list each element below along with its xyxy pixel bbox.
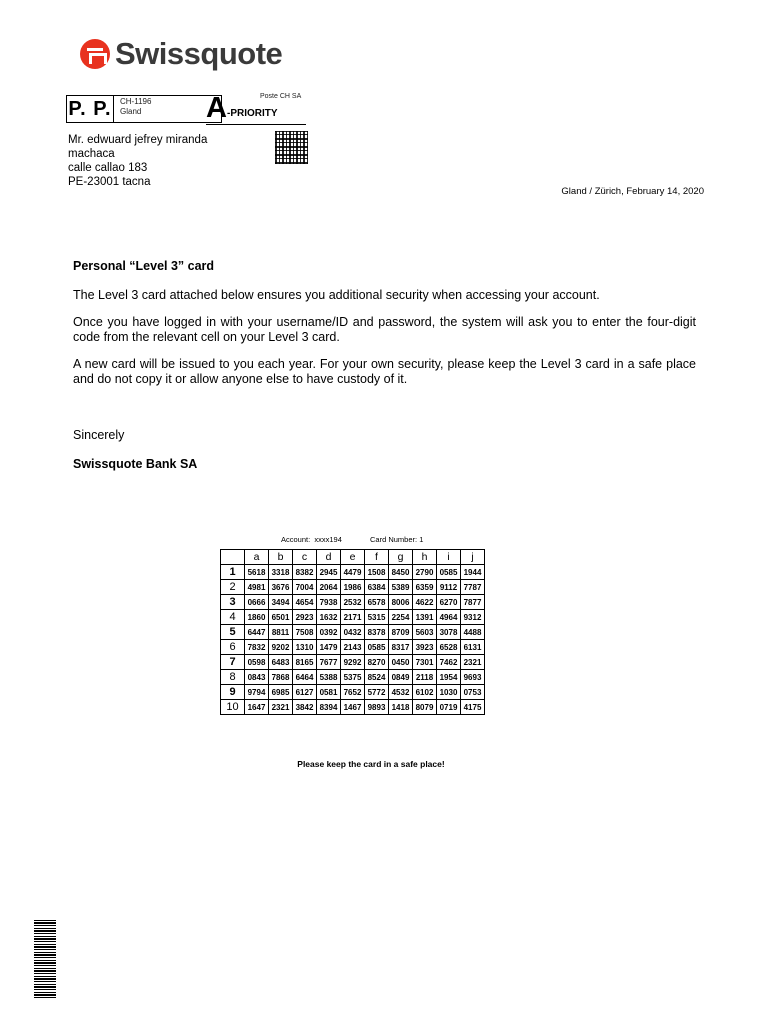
grid-cell: 9202	[269, 640, 293, 655]
grid-cell: 5315	[365, 610, 389, 625]
grid-cell: 0585	[365, 640, 389, 655]
grid-cell: 0581	[317, 685, 341, 700]
grid-cell: 6127	[293, 685, 317, 700]
grid-column-header: b	[269, 550, 293, 565]
grid-cell: 3318	[269, 565, 293, 580]
card-number-label: Card Number:	[370, 535, 418, 544]
grid-cell: 8394	[317, 700, 341, 715]
grid-cell: 4488	[461, 625, 485, 640]
postal-place: Gland	[120, 107, 142, 116]
grid-cell: 5603	[413, 625, 437, 640]
recipient-address	[68, 133, 207, 189]
grid-cell: 3494	[269, 595, 293, 610]
grid-row	[221, 610, 485, 625]
grid-cell: 1954	[437, 670, 461, 685]
grid-cell: 1944	[461, 565, 485, 580]
grid-header-row	[221, 550, 485, 565]
grid-cell: 1479	[317, 640, 341, 655]
grid-row	[221, 700, 485, 715]
postage-block	[66, 92, 306, 125]
grid-row-label: 10	[221, 700, 245, 715]
grid-cell: 7301	[413, 655, 437, 670]
grid-cell: 2321	[461, 655, 485, 670]
grid-row-label: 8	[221, 670, 245, 685]
grid-cell: 1391	[413, 610, 437, 625]
grid-cell: 1647	[245, 700, 269, 715]
grid-cell: 7508	[293, 625, 317, 640]
grid-cell: 2118	[413, 670, 437, 685]
letter-signature: Swissquote Bank SA	[73, 457, 198, 471]
grid-cell: 8079	[413, 700, 437, 715]
grid-row	[221, 655, 485, 670]
grid-cell: 3676	[269, 580, 293, 595]
grid-column-header: j	[461, 550, 485, 565]
letter-subject: Personal “Level 3” card	[73, 259, 215, 273]
grid-cell: 1632	[317, 610, 341, 625]
grid-cell: 9292	[341, 655, 365, 670]
letter-paragraph: The Level 3 card attached below ensures you additional security when accessing your account.	[73, 288, 600, 302]
grid-row-label: 9	[221, 685, 245, 700]
address-line: Mr. edwuard jefrey miranda	[68, 134, 208, 146]
pp-mark: P. P.	[66, 95, 114, 123]
grid-row	[221, 580, 485, 595]
grid-cell: 1860	[245, 610, 269, 625]
grid-cell: 5389	[389, 580, 413, 595]
grid-cell: 1986	[341, 580, 365, 595]
grid-row	[221, 640, 485, 655]
grid-cell: 4175	[461, 700, 485, 715]
grid-cell: 4479	[341, 565, 365, 580]
grid-cell: 9794	[245, 685, 269, 700]
grid-cell: 3078	[437, 625, 461, 640]
grid-cell: 8270	[365, 655, 389, 670]
grid-cell: 2321	[269, 700, 293, 715]
address-line: PE-23001 tacna	[68, 176, 151, 188]
postal-carrier: Poste CH SA	[260, 93, 302, 100]
grid-cell: 1310	[293, 640, 317, 655]
grid-cell: 7462	[437, 655, 461, 670]
grid-cell: 0392	[317, 625, 341, 640]
brand-name: Swissquote	[115, 36, 283, 71]
account-label: Account:	[281, 535, 311, 544]
grid-cell: 4981	[245, 580, 269, 595]
priority-class-label: -PRIORITY	[227, 108, 278, 119]
grid-row-label: 2	[221, 580, 245, 595]
postal-code: CH-1196	[120, 97, 152, 106]
grid-cell: 0849	[389, 670, 413, 685]
grid-column-header: f	[365, 550, 389, 565]
grid-cell: 6131	[461, 640, 485, 655]
grid-cell: 3923	[413, 640, 437, 655]
swissquote-logo-icon	[80, 39, 110, 69]
date-line: Gland / Zürich, February 14, 2020	[561, 186, 704, 197]
grid-cell: 1467	[341, 700, 365, 715]
grid-row	[221, 565, 485, 580]
grid-cell: 7832	[245, 640, 269, 655]
grid-cell: 6102	[413, 685, 437, 700]
grid-cell: 2790	[413, 565, 437, 580]
grid-column-header: a	[245, 550, 269, 565]
grid-cell: 3842	[293, 700, 317, 715]
grid-cell: 7004	[293, 580, 317, 595]
grid-cell: 9693	[461, 670, 485, 685]
address-line: machaca	[68, 148, 115, 160]
grid-row-label: 6	[221, 640, 245, 655]
priority-class-letter: A	[206, 92, 227, 124]
grid-cell: 2143	[341, 640, 365, 655]
address-line: calle callao 183	[68, 162, 148, 174]
grid-cell: 4532	[389, 685, 413, 700]
grid-cell: 7868	[269, 670, 293, 685]
grid-cell: 5772	[365, 685, 389, 700]
card-number-value: 1	[419, 535, 424, 544]
grid-cell: 1030	[437, 685, 461, 700]
grid-cell: 6483	[269, 655, 293, 670]
grid-cell: 6501	[269, 610, 293, 625]
grid-cell: 6384	[365, 580, 389, 595]
grid-column-header: e	[341, 550, 365, 565]
grid-cell: 7877	[461, 595, 485, 610]
grid-cell: 6578	[365, 595, 389, 610]
grid-cell: 5618	[245, 565, 269, 580]
grid-column-header: g	[389, 550, 413, 565]
grid-body	[221, 565, 485, 715]
grid-cell: 2532	[341, 595, 365, 610]
grid-cell: 5388	[317, 670, 341, 685]
grid-cell: 0432	[341, 625, 365, 640]
grid-cell: 1418	[389, 700, 413, 715]
safe-place-note: Please keep the card in a safe place!	[297, 759, 445, 769]
grid-column-header: d	[317, 550, 341, 565]
grid-row-label: 7	[221, 655, 245, 670]
grid-cell: 6985	[269, 685, 293, 700]
qr-code-icon	[275, 131, 308, 164]
letter-paragraph: A new card will be issued to you each year. For your own security, please keep the Level 3 card in a safe place and do not copy it or allow anyone else to have custody of it.	[73, 357, 696, 386]
grid-cell: 2923	[293, 610, 317, 625]
grid-row	[221, 685, 485, 700]
grid-cell: 0719	[437, 700, 461, 715]
grid-cell: 0753	[461, 685, 485, 700]
grid-row	[221, 595, 485, 610]
grid-cell: 7938	[317, 595, 341, 610]
grid-cell: 6464	[293, 670, 317, 685]
grid-cell: 7787	[461, 580, 485, 595]
level3-card-grid	[220, 549, 485, 715]
grid-cell: 6359	[413, 580, 437, 595]
grid-column-header: h	[413, 550, 437, 565]
grid-cell: 0666	[245, 595, 269, 610]
grid-cell: 7652	[341, 685, 365, 700]
grid-cell: 6447	[245, 625, 269, 640]
grid-cell: 8524	[365, 670, 389, 685]
grid-cell: 4964	[437, 610, 461, 625]
grid-corner	[221, 550, 245, 565]
grid-row-label: 1	[221, 565, 245, 580]
letter-closing: Sincerely	[73, 428, 125, 442]
letter-paragraph: Once you have logged in with your username/ID and password, the system will ask you to enter the four-digit code from the relevant cell on your Level 3 card.	[73, 315, 696, 344]
account-info	[281, 535, 342, 544]
grid-cell: 8811	[269, 625, 293, 640]
grid-cell: 8165	[293, 655, 317, 670]
grid-cell: 4622	[413, 595, 437, 610]
grid-row-label: 4	[221, 610, 245, 625]
grid-cell: 6528	[437, 640, 461, 655]
grid-cell: 5375	[341, 670, 365, 685]
grid-cell: 9112	[437, 580, 461, 595]
grid-row	[221, 625, 485, 640]
grid-cell: 8317	[389, 640, 413, 655]
grid-cell: 0843	[245, 670, 269, 685]
grid-cell: 6270	[437, 595, 461, 610]
barcode-icon	[34, 920, 56, 998]
grid-cell: 8006	[389, 595, 413, 610]
grid-cell: 9312	[461, 610, 485, 625]
grid-cell: 0450	[389, 655, 413, 670]
grid-cell: 8382	[293, 565, 317, 580]
grid-row-label: 5	[221, 625, 245, 640]
grid-row	[221, 670, 485, 685]
grid-cell: 2945	[317, 565, 341, 580]
card-number-info	[370, 535, 423, 544]
grid-cell: 1508	[365, 565, 389, 580]
account-value: xxxx194	[314, 535, 342, 544]
grid-cell: 8450	[389, 565, 413, 580]
grid-cell: 0598	[245, 655, 269, 670]
swissquote-logo	[80, 36, 282, 72]
grid-cell: 8709	[389, 625, 413, 640]
grid-cell: 2254	[389, 610, 413, 625]
grid-cell: 8378	[365, 625, 389, 640]
grid-cell: 2171	[341, 610, 365, 625]
grid-column-header: i	[437, 550, 461, 565]
grid-cell: 2064	[317, 580, 341, 595]
postage-rule	[206, 124, 306, 125]
grid-cell: 9893	[365, 700, 389, 715]
grid-cell: 7677	[317, 655, 341, 670]
grid-cell: 4654	[293, 595, 317, 610]
grid-row-label: 3	[221, 595, 245, 610]
grid-column-header: c	[293, 550, 317, 565]
grid-cell: 0585	[437, 565, 461, 580]
